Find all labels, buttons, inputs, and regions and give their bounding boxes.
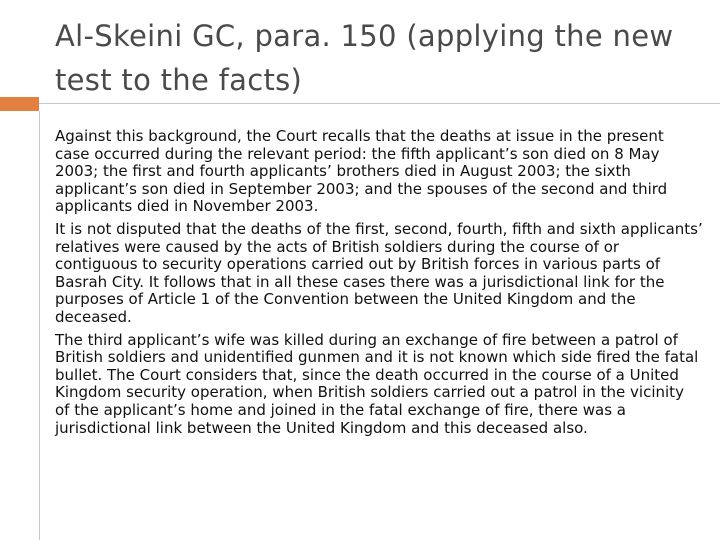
title-divider xyxy=(39,103,720,104)
left-vertical-rule xyxy=(39,111,40,540)
slide-title: Al-Skeini GC, para. 150 (applying the new test to the facts) xyxy=(55,19,674,97)
slide-body xyxy=(55,128,703,442)
accent-square xyxy=(0,97,39,111)
paragraph-3: The third applicant’s wife was killed during an exchange of fire between a patrol of British soldiers and unidentified gunmen and it is not known which side fired the fatal bullet. The Court considers that, since the death occurred in the course of a United Kingdom security operation, when British soldiers carried out a patrol in the vicinity of the applicant’s home and joined in the fatal exchange of fire, there was a jurisdictional link between the United Kingdom and this deceased also. xyxy=(55,330,699,437)
paragraph-2: It is not disputed that the deaths of the first, second, fourth, fifth and sixth applicants’ relatives were caused by the acts of British soldiers during the course of or contiguous to security operations carried out by British forces in various parts of Basrah City. It follows that in all these cases there was a jurisdictional link for the purposes of Article 1 of the Convention between the United Kingdom and the deceased. xyxy=(55,219,703,326)
paragraph-1: Against this background, the Court recalls that the deaths at issue in the present case occurred during the relevant period: the fifth applicant’s son died on 8 May 2003; the first and fourth applicants’ brothers died in August 2003; the sixth applicant’s son died in September 2003; and the spouses of the second and third applicants died in November 2003. xyxy=(55,127,668,216)
